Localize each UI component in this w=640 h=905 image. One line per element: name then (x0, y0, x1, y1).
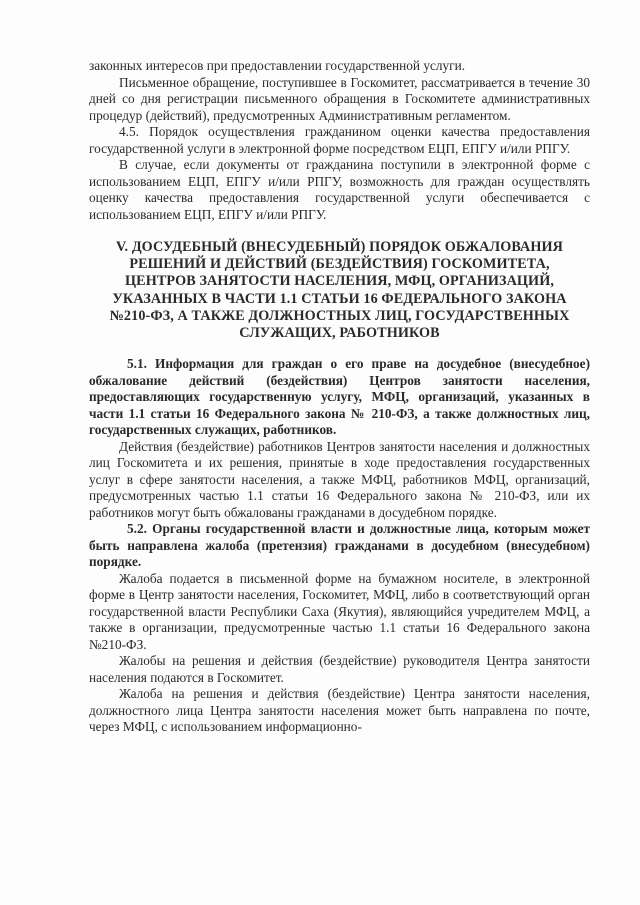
paragraph-4-5: 4.5. Порядок осуществления гражданином оценки качества предоставления государственной услуги в электронной форме посредством ЕЦП, ЕПГУ и/или РПГУ. (89, 124, 590, 156)
section-heading (89, 239, 590, 342)
paragraph-complaint-mail: Жалоба на решения и действия (бездействие) Центра занятости населения, должностного лица Центра занятости населения может быть направлена по почте, через МФЦ, с использованием информационно- (89, 686, 590, 735)
section-heading-line: №210-ФЗ, А ТАКЖЕ ДОЛЖНОСТНЫХ ЛИЦ, ГОСУДАРСТВЕННЫХ (109, 307, 570, 324)
subsection-5-2-title: 5.2. Органы государственной власти и должностные лица, которым может быть направлена жалоба (претензия) гражданами в досудебном (внесудебном) порядке. (89, 521, 590, 570)
section-heading-line: РЕШЕНИЙ И ДЕЙСТВИЙ (БЕЗДЕЙСТВИЯ) ГОСКОМИТЕТА, (129, 256, 550, 273)
section-heading-line: УКАЗАННЫХ В ЧАСТИ 1.1 СТАТЬИ 16 ФЕДЕРАЛЬНОГО ЗАКОНА (112, 290, 567, 307)
section-heading-line: ЦЕНТРОВ ЗАНЯТОСТИ НАСЕЛЕНИЯ, МФЦ, ОРГАНИЗАЦИЙ, (125, 273, 554, 290)
document-body (89, 58, 590, 736)
paragraph-complaint-head: Жалобы на решения и действия (бездействие) руководителя Центра занятости населения подаются в Госкомитет. (89, 653, 590, 685)
paragraph-continuation: законных интересов при предоставлении государственной услуги. (89, 58, 466, 73)
section-heading-line: V. ДОСУДЕБНЫЙ (ВНЕСУДЕБНЫЙ) ПОРЯДОК ОБЖАЛОВАНИЯ (116, 239, 563, 255)
section-heading-line: СЛУЖАЩИХ, РАБОТНИКОВ (239, 325, 440, 342)
paragraph-written-appeal: Письменное обращение, поступившее в Госкомитет, рассматривается в течение 30 дней со дня регистрации письменного обращения в Госкомитете административных процедур (действий), предусмотренных Административным регламентом. (89, 74, 590, 123)
subsection-5-1-title: 5.1. Информация для граждан о его праве на досудебное (внесудебное) обжалование действий (бездействия) Центров занятости населения, предоставляющих государственную услугу, МФЦ, организаций, указанных в части 1.1 статьи 16 Федерального закона № 210-ФЗ, а также должностных лиц, государственных служащих, работников. (89, 356, 590, 438)
paragraph-5-1-body: Действия (бездействие) работников Центров занятости населения и должностных лиц Госкомитета и их решения, принятые в ходе предоставления государственных услуг в сфере занятости населения, а также МФЦ, работников МФЦ, организаций, предусмотренных частью 1.1 статьи 16 Федерального закона № 210-ФЗ, или их работников могут быть обжалованы гражданами в досудебном порядке. (89, 438, 590, 520)
paragraph-complaint-form: Жалоба подается в письменной форме на бумажном носителе, в электронной форме в Центр занятости населения, Госкомитет, МФЦ, либо в соответствующий орган государственной власти Республики Саха (Якутия), являющийся учредителем МФЦ, а также в организации, предусмотренные частью 1.1 статьи 16 Федерального закона №210-ФЗ. (89, 570, 590, 652)
paragraph-electronic-assessment: В случае, если документы от гражданина поступили в электронной форме с использованием ЕЦП, ЕПГУ и/или РПГУ, возможность для граждан осуществлять оценку качества предоставления государственной услуги обеспечивается с использованием ЕЦП, ЕПГУ и/или РПГУ. (89, 157, 590, 222)
